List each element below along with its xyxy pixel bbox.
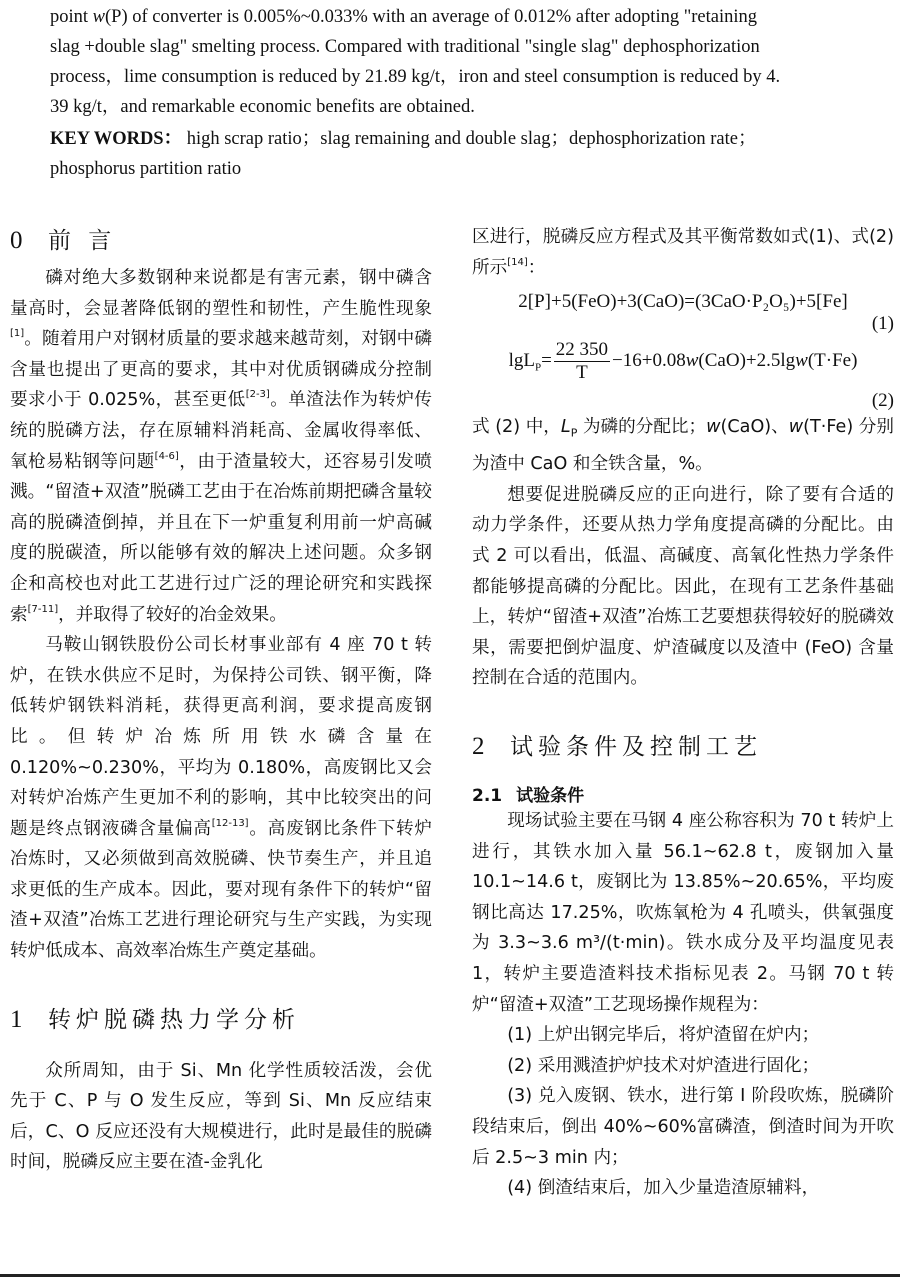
right-column (472, 222, 894, 1204)
procedure-step-3: (3) 兑入废钢、铁水，进行第 Ⅰ 阶段吹炼，脱磷阶段结束后，倒出 40%~60%富磷渣，倒渣时间为开吹后 2.5~3 min 内； (472, 1086, 894, 1168)
section-0-heading: 0 前 言 (10, 227, 117, 254)
abstract-line-2: slag +double slag" smelting process. Compared with traditional "single slag" dephosphorization (50, 37, 760, 57)
abstract-line-4: 39 kg/t，and remarkable economic benefits are obtained. (50, 97, 475, 117)
equation-2 (472, 339, 894, 412)
procedure-step-2: (2) 采用溅渣护炉技术对炉渣进行固化； (507, 1055, 820, 1076)
section-1-paragraph-1: 众所周知，由于 Si、Mn 化学性质较活泼，会优先于 C、P 与 O 发生反应，等到 Si、Mn 反应结束后，C、O 反应还没有大规模进行，此时是最佳的脱磷时间，脱磷反应主要在渣-金乳化 (10, 1060, 432, 1173)
left-column (10, 222, 432, 1178)
keywords (50, 124, 860, 154)
procedure-step-1: (1) 上炉出钢完毕后，将炉渣留在炉内； (507, 1025, 820, 1046)
section-2-1-paragraph-1: 现场试验主要在马钢 4 座公称容积为 70 t 转炉上进行，其铁水加入量 56.1~62.8 t，废钢加入量 10.1~14.6 t，废钢比为 13.85%~20.65%，平均废钢比高达 17.25%，吹炼氧枪为 4 孔喷头，供氧强度为 3.3~3.6 m³/(t·min)。铁水成分及平均温度见表 1，转炉主要造渣料技术指标见表 2。马钢 70 t 转炉“留渣+双渣”工艺现场操作规程为： (472, 811, 894, 1015)
keywords-list: high scrap ratio；slag remaining and double slag；dephosphorization rate； (186, 129, 757, 149)
section-0-paragraph-1: 磷对绝大多数钢种来说都是有害元素，钢中磷含量高时，会显著降低钢的塑性和韧性，产生脆性现象[1]。随着用户对钢材质量的要求越来越苛刻，对钢中磷含量也提出了更高的要求，其中对优质钢磷成分控制要求小于 0.025%，甚至更低[2-3]。单渣法作为转炉传统的脱磷方法，存在原辅料消耗高、金属收得率低、氧枪易粘钢等问题[4-6]，由于渣量较大，还容易引发喷溅。“留渣+双渣”脱磷工艺由于在冶炼前期把磷含量较高的脱磷渣倒掉，并且在下一炉重复利用前一炉高碱度的脱碳渣，所以能够有效的解决上述问题。众多钢企和高校也对此工艺进行过广泛的理论研究和实践探索[7-11]，并取得了较好的冶金效果。 (10, 268, 432, 625)
subsection-2-1-heading: 2.1 试验条件 (472, 786, 585, 807)
equation-2-fraction: $\frac{22 350}{T}$ (555, 339, 609, 384)
equation-1-body: 2[P]+5(FeO)+3(CaO)=(3CaO·P₂O₅)+5[Fe] (518, 291, 848, 313)
section-1-paragraph-1-continued: 区进行，脱磷反应方程式及其平衡常数如式(1)、式(2) 所示[14]： (472, 227, 894, 278)
abstract-line-3: process，lime consumption is reduced by 21.89 kg/t，iron and steel consumption is reduced by 4. (50, 67, 781, 87)
section-2-heading: 2 试验条件及控制工艺 (472, 733, 762, 761)
equation-2-body: lgL$_P$= $\frac{22 350}{T}$ −16+0.08w(CaO)+2.5lgw(T·Fe) (508, 339, 858, 384)
section-1-paragraph-2: 式 (2) 中，$L_P$ 为磷的分配比；w(CaO)、w(T·Fe) 分别为渣中 CaO 和全铁含量，%。 (472, 417, 894, 475)
keywords-label: KEY WORDS： (50, 129, 183, 149)
abstract-line-1: point w(P) of converter is 0.005%~0.033% with an average of 0.012% after adopting "retaining (50, 7, 758, 27)
section-0-paragraph-2: 马鞍山钢铁股份公司长材事业部有 4 座 70 t 转炉，在铁水供应不足时，为保持公司铁、钢平衡，降低转炉钢铁料消耗，获得更高利润，要求提高废钢比。但转炉冶炼所用铁水磷含量在 0.120%~0.230%，平均为 0.180%，高废钢比又会对转炉冶炼产生更加不利的影响，其中比较突出的问题是终点钢液磷含量偏高[12-13]。高废钢比条件下转炉冶炼时，又必须做到高效脱磷、快节奏生产，并且追求更低的生产成本。因此，要对现有条件下的转炉“留渣+双渣”冶炼工艺进行理论研究与生产实践，为实现转炉低成本、高效率冶炼生产奠定基础。 (10, 635, 432, 962)
section-1-heading: 1 转炉脱磷热力学分析 (10, 1005, 300, 1033)
equation-1-number: (1) (871, 313, 894, 335)
section-1-paragraph-3: 想要促进脱磷反应的正向进行，除了要有合适的动力学条件，还要从热力学角度提高磷的分配比。由式 2 可以看出，低温、高碱度、高氧化性热力学条件都能够提高磷的分配比。因此，在现有工艺条件基础上，转炉“留渣+双渣”冶炼工艺要想获得较好的脱磷效果，需要把倒炉温度、炉渣碱度以及渣中 (FeO) 含量控制在合适的范围内。 (472, 484, 894, 689)
procedure-step-4: (4) 倒渣结束后，加入少量造渣原辅料， (507, 1178, 820, 1199)
equation-1 (472, 291, 894, 335)
equation-2-number: (2) (871, 390, 894, 412)
abstract-english (50, 2, 860, 184)
keywords-continued: phosphorus partition ratio (50, 159, 242, 179)
